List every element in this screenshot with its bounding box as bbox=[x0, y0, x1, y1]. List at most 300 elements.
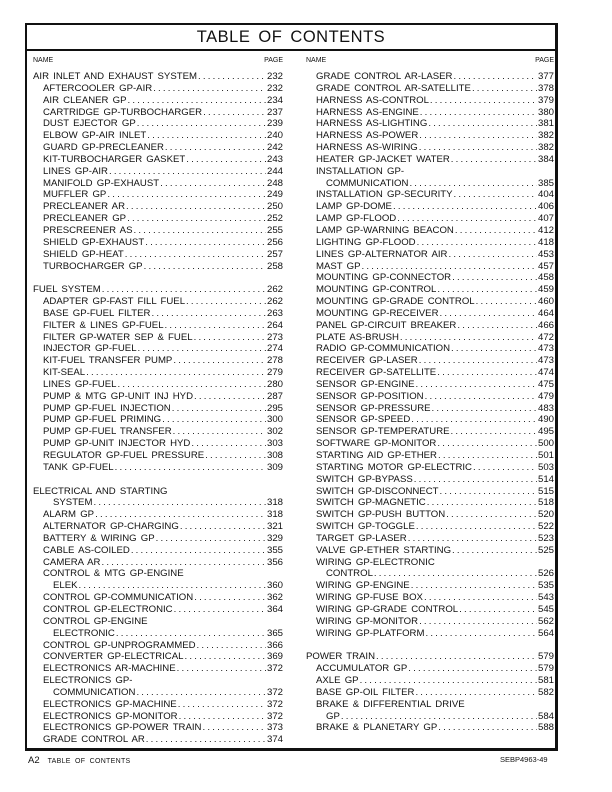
toc-entry[interactable] bbox=[33, 249, 283, 261]
document-id: SEBP4963-49 bbox=[500, 755, 548, 764]
entry-page: 309 bbox=[266, 461, 283, 473]
entry-page: 543 bbox=[537, 592, 554, 604]
toc-entry[interactable] bbox=[306, 142, 554, 154]
entry-name: KIT-TURBOCHARGER GASKET bbox=[43, 153, 186, 165]
entry-name: STARTING AID GP-ETHER bbox=[316, 450, 437, 461]
entry-name: WIRING GP-PLATFORM bbox=[316, 627, 425, 639]
dot-leader bbox=[194, 391, 266, 403]
entry-name: DUST EJECTOR GP bbox=[43, 118, 136, 130]
entry-page: 457 bbox=[537, 260, 554, 272]
entry-name: KIT-FUEL TRANSFER PUMP bbox=[43, 355, 173, 367]
entry-page: 404 bbox=[537, 189, 554, 201]
entry-page: 232 bbox=[266, 82, 283, 94]
entry-name: MOUNTING GP-CONNECTOR bbox=[316, 272, 452, 284]
dot-leader bbox=[156, 533, 266, 545]
dot-leader bbox=[411, 414, 537, 426]
toc-entry[interactable] bbox=[306, 628, 554, 640]
entry-name: GUARD GP-PRECLEANER bbox=[43, 142, 164, 154]
toc-entry[interactable] bbox=[306, 711, 554, 723]
toc-entry[interactable] bbox=[306, 403, 554, 415]
entry-name: CONTROL GP-COMMUNICATION bbox=[43, 592, 194, 604]
entry-name: SOFTWARE GP-MONITOR bbox=[316, 438, 437, 450]
toc-entry[interactable] bbox=[306, 521, 554, 533]
toc-entry[interactable] bbox=[33, 343, 283, 355]
entry-page: 564 bbox=[537, 627, 554, 639]
entry-page: 248 bbox=[266, 177, 283, 189]
toc-entry[interactable] bbox=[33, 142, 283, 154]
dot-leader bbox=[417, 237, 537, 249]
entry-name: WIRING GP-FUSE BOX bbox=[316, 592, 423, 604]
toc-entry[interactable] bbox=[306, 189, 554, 201]
toc-entry[interactable] bbox=[306, 355, 554, 367]
entry-page: 384 bbox=[537, 153, 554, 165]
name-header: NAME bbox=[33, 57, 54, 64]
toc-entry[interactable] bbox=[306, 450, 554, 462]
entry-page: 407 bbox=[537, 213, 554, 225]
entry-page: 418 bbox=[537, 236, 554, 248]
toc-entry[interactable] bbox=[33, 320, 283, 332]
toc-entry[interactable] bbox=[33, 462, 283, 474]
entry-name: AIR CLEANER GP bbox=[43, 94, 127, 106]
toc-entry[interactable] bbox=[306, 71, 554, 83]
dot-leader bbox=[184, 651, 266, 663]
dot-leader bbox=[174, 604, 266, 616]
entry-name: GRADE CONTROL AR bbox=[43, 734, 145, 746]
entry-name: HARNESS AS-WIRING bbox=[316, 142, 418, 154]
dot-leader bbox=[137, 118, 266, 130]
entry-page: 274 bbox=[266, 343, 283, 355]
toc-entry[interactable] bbox=[306, 675, 554, 687]
entry-page: 318 bbox=[266, 497, 283, 509]
dot-leader bbox=[455, 225, 537, 237]
dot-leader bbox=[152, 308, 266, 320]
toc-entry[interactable] bbox=[33, 71, 283, 83]
toc-entry[interactable] bbox=[33, 557, 283, 569]
toc-entry[interactable] bbox=[306, 426, 554, 438]
entry-name: INSTALLATION GP- bbox=[316, 165, 405, 177]
entry-name: ELECTRICAL AND STARTING bbox=[33, 485, 168, 497]
toc-entry[interactable] bbox=[306, 391, 554, 403]
toc-entry[interactable] bbox=[306, 83, 554, 95]
toc-entry[interactable] bbox=[33, 308, 283, 320]
entry-name: KIT-SEAL bbox=[43, 367, 86, 379]
dot-leader bbox=[453, 71, 537, 83]
entry-page: 257 bbox=[266, 248, 283, 260]
entry-page: 256 bbox=[266, 236, 283, 248]
entry-page: 379 bbox=[537, 94, 554, 106]
toc-list-left bbox=[33, 71, 283, 746]
toc-entry[interactable] bbox=[33, 699, 283, 711]
dot-leader bbox=[191, 438, 266, 450]
toc-entry[interactable] bbox=[33, 237, 283, 249]
toc-entry[interactable] bbox=[33, 722, 283, 734]
entry-name: ELECTRONICS GP-POWER TRAIN bbox=[43, 722, 202, 734]
toc-entry[interactable] bbox=[33, 521, 283, 533]
entry-page: 263 bbox=[266, 307, 283, 319]
entry-page: 501 bbox=[537, 450, 554, 461]
entry-name: PRECLEANER GP bbox=[43, 213, 127, 225]
entry-page: 362 bbox=[266, 592, 283, 604]
entry-page: 303 bbox=[266, 438, 283, 450]
toc-entry[interactable] bbox=[33, 711, 283, 723]
entry-page: 514 bbox=[537, 473, 554, 485]
dot-leader bbox=[393, 201, 537, 213]
toc-entry[interactable] bbox=[33, 687, 283, 699]
entry-name: MANIFOLD GP-EXHAUST bbox=[43, 177, 160, 189]
dot-leader bbox=[125, 249, 266, 261]
entry-name: LINES GP-AIR bbox=[43, 165, 108, 177]
entry-name: TARGET GP-LASER bbox=[316, 532, 407, 544]
entry-name: MUFFLER GP bbox=[43, 189, 107, 201]
entry-page: 369 bbox=[266, 651, 283, 663]
toc-entry[interactable] bbox=[33, 533, 283, 545]
dot-leader bbox=[115, 462, 266, 474]
entry-page: 588 bbox=[537, 722, 554, 734]
entry-name: INJECTOR GP-FUEL bbox=[43, 343, 137, 355]
entry-name: PRECLEANER AR bbox=[43, 201, 126, 213]
entry-page: 232 bbox=[266, 71, 283, 82]
dot-leader bbox=[197, 640, 266, 652]
dot-leader bbox=[126, 201, 266, 213]
toc-entry[interactable] bbox=[33, 426, 283, 438]
entry-name: PUMP GP-FUEL TRANSFER bbox=[43, 426, 172, 438]
entry-page: 287 bbox=[266, 390, 283, 402]
toc-entry[interactable] bbox=[33, 367, 283, 379]
dot-leader bbox=[419, 130, 537, 142]
toc-entry-heading bbox=[306, 166, 554, 178]
footer-left bbox=[28, 755, 131, 766]
entry-name: RECEIVER GP-LASER bbox=[316, 355, 418, 367]
toc-entry[interactable] bbox=[306, 272, 554, 284]
toc-entry[interactable] bbox=[33, 497, 283, 509]
dot-leader bbox=[173, 355, 266, 367]
toc-entry[interactable] bbox=[33, 332, 283, 344]
dot-leader bbox=[476, 296, 537, 308]
entry-page: 356 bbox=[266, 556, 283, 568]
entry-page: 355 bbox=[266, 544, 283, 556]
toc-entry[interactable] bbox=[306, 154, 554, 166]
toc-entry[interactable] bbox=[306, 296, 554, 308]
entry-page: 380 bbox=[537, 106, 554, 118]
dot-leader bbox=[186, 296, 266, 308]
toc-entry[interactable] bbox=[306, 118, 554, 130]
dot-leader bbox=[420, 107, 537, 119]
dot-leader bbox=[437, 284, 537, 296]
toc-column-left bbox=[33, 55, 283, 746]
dot-leader bbox=[203, 107, 266, 119]
toc-entry[interactable] bbox=[306, 130, 554, 142]
toc-entry[interactable] bbox=[306, 379, 554, 391]
toc-entry[interactable] bbox=[33, 403, 283, 415]
toc-entry[interactable] bbox=[306, 462, 554, 474]
dot-leader bbox=[153, 83, 266, 95]
dot-leader bbox=[109, 166, 266, 178]
entry-page: 466 bbox=[537, 319, 554, 331]
entry-name: LINES GP-ALTERNATOR AIR bbox=[316, 248, 448, 260]
dot-leader bbox=[424, 592, 537, 604]
entry-name: INSTALLATION GP-SECURITY bbox=[316, 189, 453, 201]
entry-page: 584 bbox=[537, 710, 554, 722]
toc-entry[interactable] bbox=[33, 83, 283, 95]
toc-entry[interactable] bbox=[33, 592, 283, 604]
footer-section: TABLE OF CONTENTS bbox=[47, 758, 131, 765]
toc-entry[interactable] bbox=[33, 166, 283, 178]
toc-entry-heading bbox=[306, 557, 554, 569]
toc-entry[interactable] bbox=[306, 367, 554, 379]
toc-entry[interactable] bbox=[33, 391, 283, 403]
entry-name: REGULATOR GP-FUEL PRESSURE bbox=[43, 450, 205, 461]
entry-name: GRADE CONTROL AR-SATELLITE bbox=[316, 82, 471, 94]
entry-page: 262 bbox=[266, 296, 283, 308]
entry-page: 258 bbox=[266, 260, 283, 272]
entry-name: HARNESS AS-LIGHTING bbox=[316, 118, 428, 130]
dot-leader bbox=[419, 616, 537, 628]
toc-entry[interactable] bbox=[306, 178, 554, 190]
entry-name: SWITCH GP-MAGNETIC bbox=[316, 497, 426, 509]
entry-name: PUMP GP-FUEL INJECTION bbox=[43, 402, 171, 414]
entry-name: ALTERNATOR GP-CHARGING bbox=[43, 521, 179, 533]
dot-leader bbox=[473, 462, 537, 474]
entry-name: STARTING MOTOR GP-ELECTRIC bbox=[316, 461, 472, 473]
entry-page: 377 bbox=[537, 71, 554, 82]
toc-entry[interactable] bbox=[33, 379, 283, 391]
toc-entry[interactable] bbox=[33, 414, 283, 426]
dot-leader bbox=[177, 663, 266, 675]
dot-leader bbox=[408, 663, 537, 675]
toc-entry[interactable] bbox=[306, 249, 554, 261]
toc-entry[interactable] bbox=[306, 568, 554, 580]
dot-leader bbox=[95, 509, 266, 521]
toc-entry[interactable] bbox=[33, 450, 283, 462]
toc-entry[interactable] bbox=[306, 509, 554, 521]
entry-name: PRESCREENER AS bbox=[43, 224, 133, 236]
entry-page: 412 bbox=[537, 224, 554, 236]
entry-page: 321 bbox=[266, 521, 283, 533]
dot-leader bbox=[432, 403, 537, 415]
toc-entry[interactable] bbox=[33, 130, 283, 142]
entry-name: RADIO GP-COMMUNICATION bbox=[316, 343, 451, 355]
dot-leader bbox=[160, 178, 266, 190]
toc-entry[interactable] bbox=[33, 201, 283, 213]
entry-page: 378 bbox=[537, 82, 554, 94]
entry-name: LAMP GP-WARNING BEACON bbox=[316, 224, 454, 236]
toc-entry[interactable] bbox=[33, 628, 283, 640]
entry-page: 522 bbox=[537, 521, 554, 533]
dot-leader bbox=[144, 261, 266, 273]
dot-leader bbox=[145, 237, 266, 249]
toc-entry[interactable] bbox=[33, 213, 283, 225]
dot-leader bbox=[172, 403, 266, 415]
page-header: PAGE bbox=[264, 57, 283, 64]
toc-entry[interactable] bbox=[33, 651, 283, 663]
toc-entry-heading bbox=[33, 616, 283, 628]
toc-entry[interactable] bbox=[306, 616, 554, 628]
toc-entry[interactable] bbox=[306, 201, 554, 213]
entry-page: 535 bbox=[537, 580, 554, 592]
entry-name: BRAKE & DIFFERENTIAL DRIVE bbox=[316, 698, 465, 710]
toc-entry[interactable] bbox=[33, 509, 283, 521]
entry-name: SENSOR GP-PRESSURE bbox=[316, 402, 431, 414]
toc-entry[interactable] bbox=[306, 580, 554, 592]
toc-entry[interactable] bbox=[306, 332, 554, 344]
toc-entry[interactable] bbox=[33, 189, 283, 201]
entry-name: ALARM GP bbox=[43, 509, 95, 521]
toc-entry-heading bbox=[33, 568, 283, 580]
entry-name: BATTERY & WIRING GP bbox=[43, 532, 155, 544]
entry-page: 526 bbox=[537, 568, 554, 580]
entry-name: VALVE GP-ETHER STARTING bbox=[316, 544, 452, 556]
toc-entry[interactable] bbox=[33, 118, 283, 130]
toc-entry[interactable] bbox=[306, 545, 554, 557]
toc-entry[interactable] bbox=[33, 734, 283, 746]
toc-entry[interactable] bbox=[306, 284, 554, 296]
dot-leader bbox=[425, 391, 537, 403]
toc-entry[interactable] bbox=[33, 355, 283, 367]
dot-leader bbox=[425, 628, 537, 640]
toc-entry[interactable] bbox=[306, 213, 554, 225]
entry-page: 473 bbox=[537, 343, 554, 355]
entry-page: 474 bbox=[537, 367, 554, 379]
toc-entry[interactable] bbox=[306, 474, 554, 486]
toc-entry[interactable] bbox=[306, 663, 554, 675]
toc-entry[interactable] bbox=[306, 237, 554, 249]
toc-column-right bbox=[306, 55, 554, 734]
toc-frame bbox=[25, 23, 558, 751]
entry-name: MAST GP bbox=[316, 260, 361, 272]
entry-name: LAMP GP-DOME bbox=[316, 201, 392, 213]
entry-page: 381 bbox=[537, 118, 554, 130]
entry-page: 579 bbox=[537, 663, 554, 675]
dot-leader bbox=[131, 545, 266, 557]
dot-leader bbox=[452, 272, 537, 284]
toc-entry[interactable] bbox=[306, 343, 554, 355]
toc-entry[interactable] bbox=[306, 414, 554, 426]
dot-leader bbox=[428, 118, 537, 130]
toc-entry[interactable] bbox=[306, 438, 554, 450]
entry-page: 500 bbox=[537, 438, 554, 450]
dot-leader bbox=[165, 320, 266, 332]
entry-name: SENSOR GP-POSITION bbox=[316, 390, 424, 402]
entry-name: HARNESS AS-POWER bbox=[316, 130, 419, 142]
dot-leader bbox=[454, 189, 537, 201]
toc-entry[interactable] bbox=[306, 592, 554, 604]
entry-name: PUMP GP-FUEL PRIMING bbox=[43, 414, 162, 426]
entry-page: 273 bbox=[266, 331, 283, 343]
toc-entry[interactable] bbox=[33, 438, 283, 450]
toc-entry[interactable] bbox=[306, 308, 554, 320]
toc-entry[interactable] bbox=[306, 651, 554, 663]
toc-entry[interactable] bbox=[306, 533, 554, 545]
entry-name: POWER TRAIN bbox=[306, 651, 376, 663]
toc-entry[interactable] bbox=[33, 296, 283, 308]
dot-leader bbox=[408, 533, 537, 545]
dot-leader bbox=[397, 213, 537, 225]
entry-page: 295 bbox=[266, 402, 283, 414]
entry-page: 374 bbox=[266, 734, 283, 746]
toc-entry[interactable] bbox=[33, 95, 283, 107]
entry-name: SENSOR GP-SPEED bbox=[316, 414, 411, 426]
dot-leader bbox=[178, 699, 266, 711]
entry-page: 385 bbox=[537, 177, 554, 189]
toc-entry[interactable] bbox=[306, 320, 554, 332]
entry-page: 243 bbox=[266, 153, 283, 165]
entry-page: 382 bbox=[537, 142, 554, 154]
entry-name: CABLE AS-COILED bbox=[43, 544, 130, 556]
entry-page: 525 bbox=[537, 544, 554, 556]
toc-entry[interactable] bbox=[33, 225, 283, 237]
dot-leader bbox=[136, 687, 266, 699]
dot-leader bbox=[341, 711, 537, 723]
toc-entry[interactable] bbox=[306, 107, 554, 119]
toc-entry[interactable] bbox=[306, 722, 554, 734]
toc-entry[interactable] bbox=[33, 580, 283, 592]
dot-leader bbox=[430, 95, 537, 107]
toc-entry[interactable] bbox=[306, 604, 554, 616]
entry-page: 460 bbox=[537, 296, 554, 308]
entry-name: COMMUNICATION bbox=[326, 177, 409, 189]
toc-entry[interactable] bbox=[306, 225, 554, 237]
toc-spacer bbox=[33, 474, 283, 486]
toc-entry[interactable] bbox=[306, 261, 554, 273]
toc-entry[interactable] bbox=[33, 261, 283, 273]
entry-page: 472 bbox=[537, 331, 554, 343]
dot-leader bbox=[117, 379, 266, 391]
entry-page: 475 bbox=[537, 378, 554, 390]
entry-page: 453 bbox=[537, 248, 554, 260]
entry-page: 280 bbox=[266, 378, 283, 390]
toc-entry[interactable] bbox=[306, 687, 554, 699]
toc-entry-heading bbox=[33, 486, 283, 498]
entry-name: FILTER & LINES GP-FUEL bbox=[43, 319, 164, 331]
entry-page: 279 bbox=[266, 367, 283, 379]
entry-name: HEATER GP-JACKET WATER bbox=[316, 153, 450, 165]
entry-page: 255 bbox=[266, 224, 283, 236]
entry-name: AXLE GP bbox=[316, 675, 359, 687]
column-header bbox=[306, 55, 554, 67]
toc-entry[interactable] bbox=[33, 178, 283, 190]
entry-name: ELECTRONICS GP-MONITOR bbox=[43, 710, 178, 722]
entry-name: WIRING GP-ELECTRONIC bbox=[316, 556, 435, 568]
page-title: TABLE OF CONTENTS bbox=[27, 25, 555, 51]
entry-page: 308 bbox=[266, 450, 283, 461]
entry-name: LINES GP-FUEL bbox=[43, 378, 117, 390]
toc-entry[interactable] bbox=[33, 640, 283, 652]
entry-name: CONTROL bbox=[326, 568, 373, 580]
dot-leader bbox=[107, 189, 266, 201]
toc-entry[interactable] bbox=[33, 107, 283, 119]
entry-page: 372 bbox=[266, 698, 283, 710]
toc-entry[interactable] bbox=[33, 604, 283, 616]
toc-entry[interactable] bbox=[33, 284, 283, 296]
entry-page: 515 bbox=[537, 485, 554, 497]
toc-entry[interactable] bbox=[33, 663, 283, 675]
entry-page: 329 bbox=[266, 532, 283, 544]
toc-entry[interactable] bbox=[33, 545, 283, 557]
toc-entry[interactable] bbox=[306, 497, 554, 509]
toc-entry[interactable] bbox=[306, 486, 554, 498]
entry-name: ACCUMULATOR GP bbox=[316, 663, 408, 675]
toc-entry[interactable] bbox=[33, 154, 283, 166]
entry-name: SHIELD GP-HEAT bbox=[43, 248, 124, 260]
entry-name: MOUNTING GP-CONTROL bbox=[316, 284, 437, 296]
entry-name: PUMP & MTG GP-UNIT INJ HYD bbox=[43, 390, 193, 402]
entry-name: ELECTRONIC bbox=[53, 627, 115, 639]
toc-entry[interactable] bbox=[306, 95, 554, 107]
entry-name: CONTROL GP-ENGINE bbox=[43, 615, 148, 627]
entry-page: 249 bbox=[266, 189, 283, 201]
dot-leader bbox=[101, 557, 266, 569]
dot-leader bbox=[415, 687, 537, 699]
